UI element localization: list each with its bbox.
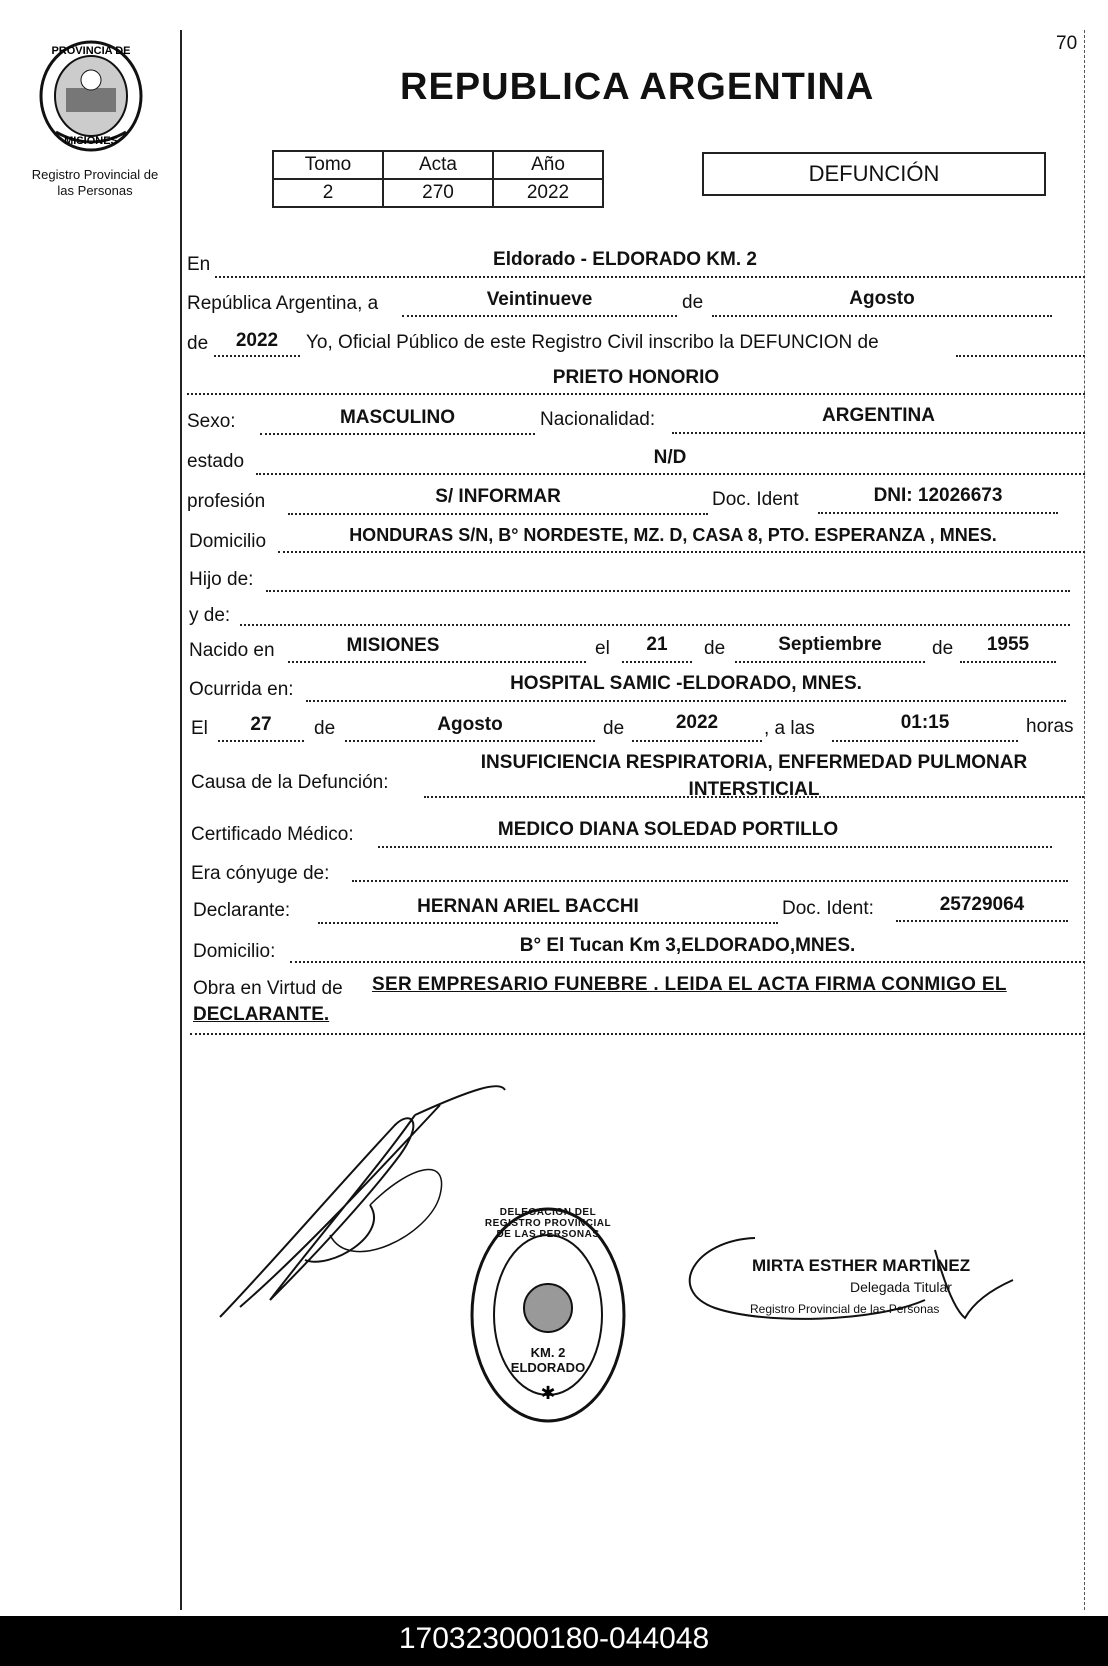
- dotted-line: [345, 740, 595, 742]
- svg-text:PROVINCIA DE: PROVINCIA DE: [51, 45, 131, 57]
- value-acta: 270: [383, 179, 493, 207]
- nacionalidad-label: Nacionalidad:: [540, 409, 656, 430]
- hijo-label: Hijo de:: [189, 569, 254, 590]
- stamp-ring-text: DELEGACION DEL REGISTRO PROVINCIAL DE LAS PERSONAS: [484, 1207, 612, 1240]
- svg-text:MISIONES: MISIONES: [64, 135, 118, 147]
- decl-domicilio-value: B° El Tucan Km 3,ELDORADO,MNES.: [519, 935, 856, 956]
- decl-doc-value: 25729064: [939, 894, 1025, 915]
- y-de-label: y de:: [189, 605, 231, 626]
- official-org: Registro Provincial de las Personas: [750, 1302, 940, 1316]
- dotted-line: [306, 700, 1066, 702]
- margin-line: [180, 30, 182, 1610]
- ocurrida-value: HOSPITAL SAMIC -ELDORADO, MNES.: [510, 673, 862, 694]
- causa-label: Causa de la Defunción:: [191, 772, 389, 793]
- dotted-line: [712, 315, 1052, 317]
- header-acta: Acta: [383, 151, 493, 179]
- dotted-line: [832, 740, 1018, 742]
- registration-month: Agosto: [849, 288, 915, 309]
- dotted-line: [318, 922, 778, 924]
- obra-value-line2: DECLARANTE.: [193, 1004, 330, 1025]
- sexo-label: Sexo:: [187, 411, 236, 432]
- de-label: de: [704, 638, 726, 659]
- estado-value: N/D: [653, 447, 687, 468]
- dotted-line: [266, 590, 1070, 592]
- dotted-line: [956, 355, 1085, 357]
- el-label: El: [191, 718, 208, 739]
- profesion-label: profesión: [187, 491, 266, 512]
- defuncion-hora: 01:15: [900, 712, 950, 733]
- deceased-name: PRIETO HONORIO: [552, 367, 720, 388]
- value-anio: 2022: [493, 179, 603, 207]
- value-tomo: 2: [273, 179, 383, 207]
- dotted-line: [278, 551, 1085, 553]
- dotted-line: [672, 432, 1085, 434]
- stamp-inner-text: KM. 2 ELDORADO: [510, 1345, 586, 1375]
- province-seal-logo: [36, 40, 146, 152]
- svg-text:✱: ✱: [540, 1383, 556, 1403]
- nacido-mes: Septiembre: [778, 634, 882, 655]
- dotted-line: [818, 512, 1058, 514]
- sexo-value: MASCULINO: [339, 407, 456, 428]
- record-type-box: DEFUNCIÓN: [702, 152, 1046, 196]
- domicilio-value: HONDURAS S/N, B° NORDESTE, MZ. D, CASA 8, PTO. ESPERANZA , MNES.: [349, 525, 997, 545]
- dotted-line: [256, 473, 1085, 475]
- el-label: el: [595, 638, 610, 659]
- conyuge-label: Era cónyuge de:: [191, 863, 330, 884]
- registry-stamp: [468, 1203, 628, 1427]
- obra-label: Obra en Virtud de: [193, 978, 343, 999]
- defuncion-dia: 27: [250, 714, 272, 735]
- de-label: de: [932, 638, 954, 659]
- causa-line2: INTERSTICIAL: [688, 779, 820, 800]
- dotted-line: [240, 624, 1070, 626]
- official-statement: Yo, Oficial Público de este Registro Civil inscribo la DEFUNCION de: [306, 332, 879, 353]
- dotted-line: [260, 433, 535, 435]
- page-title: REPUBLICA ARGENTINA: [400, 66, 875, 108]
- de-label: de: [187, 333, 209, 354]
- dotted-line: [288, 513, 708, 515]
- dotted-line: [735, 661, 925, 663]
- declarante-label: Declarante:: [193, 900, 291, 921]
- decl-doc-label: Doc. Ident:: [782, 898, 874, 919]
- official-name: MIRTA ESTHER MARTINEZ: [752, 1256, 971, 1275]
- defuncion-mes: Agosto: [437, 714, 503, 735]
- certificado-value: MEDICO DIANA SOLEDAD PORTILLO: [497, 819, 839, 840]
- certificado-label: Certificado Médico:: [191, 824, 354, 845]
- doc-ident-value: DNI: 12026673: [873, 485, 1003, 506]
- registry-caption: Registro Provincial de las Personas: [31, 167, 159, 198]
- horas-label: horas: [1026, 716, 1074, 737]
- right-margin-line: [1084, 30, 1085, 1610]
- page-number: 70: [1056, 33, 1078, 54]
- causa-line1: INSUFICIENCIA RESPIRATORIA, ENFERMEDAD PULMONAR: [480, 752, 1028, 773]
- registration-year: 2022: [235, 330, 279, 351]
- en-label: En: [187, 254, 211, 275]
- a-las-label: , a las: [764, 718, 815, 739]
- de-label: de: [603, 718, 625, 739]
- declarante-value: HERNAN ARIEL BACCHI: [417, 896, 639, 917]
- registration-day: Veintinueve: [486, 289, 593, 310]
- obra-value-line1: SER EMPRESARIO FUNEBRE . LEIDA EL ACTA FIRMA CONMIGO EL: [372, 974, 1007, 995]
- header-tomo: Tomo: [273, 151, 383, 179]
- header-anio: Año: [493, 151, 603, 179]
- record-table: [272, 150, 604, 208]
- dotted-line: [288, 661, 586, 663]
- defuncion-anio: 2022: [675, 712, 719, 733]
- de-label: de: [682, 292, 704, 313]
- place-value: Eldorado - ELDORADO KM. 2: [493, 249, 757, 270]
- nacionalidad-value: ARGENTINA: [822, 405, 935, 426]
- nacido-anio: 1955: [986, 634, 1030, 655]
- declarant-signature: [210, 1085, 510, 1325]
- dotted-line: [632, 740, 762, 742]
- dotted-line: [352, 880, 1068, 882]
- estado-label: estado: [187, 451, 245, 472]
- domicilio-label: Domicilio: [189, 531, 267, 552]
- de-label: de: [314, 718, 336, 739]
- profesion-value: S/ INFORMAR: [435, 486, 561, 507]
- nacido-lugar: MISIONES: [346, 635, 440, 656]
- ocurrida-label: Ocurrida en:: [189, 679, 294, 700]
- dotted-line: [218, 740, 304, 742]
- dotted-line: [622, 661, 692, 663]
- dotted-line: [402, 315, 677, 317]
- nacido-dia: 21: [646, 634, 668, 655]
- decl-domicilio-label: Domicilio:: [193, 941, 276, 962]
- dotted-line: [187, 393, 1085, 395]
- doc-ident-label: Doc. Ident: [712, 489, 799, 510]
- barcode-number: 170323000180-044048: [398, 1622, 710, 1655]
- dotted-line: [190, 1033, 1085, 1035]
- dotted-line: [378, 846, 1052, 848]
- official-role: Delegada Titular: [850, 1279, 952, 1295]
- nacido-label: Nacido en: [189, 640, 275, 661]
- dotted-line: [214, 355, 300, 357]
- dotted-line: [960, 661, 1056, 663]
- dotted-line: [290, 961, 1085, 963]
- republica-label: República Argentina, a: [187, 293, 379, 314]
- dotted-line: [215, 276, 1085, 278]
- dotted-line: [896, 920, 1068, 922]
